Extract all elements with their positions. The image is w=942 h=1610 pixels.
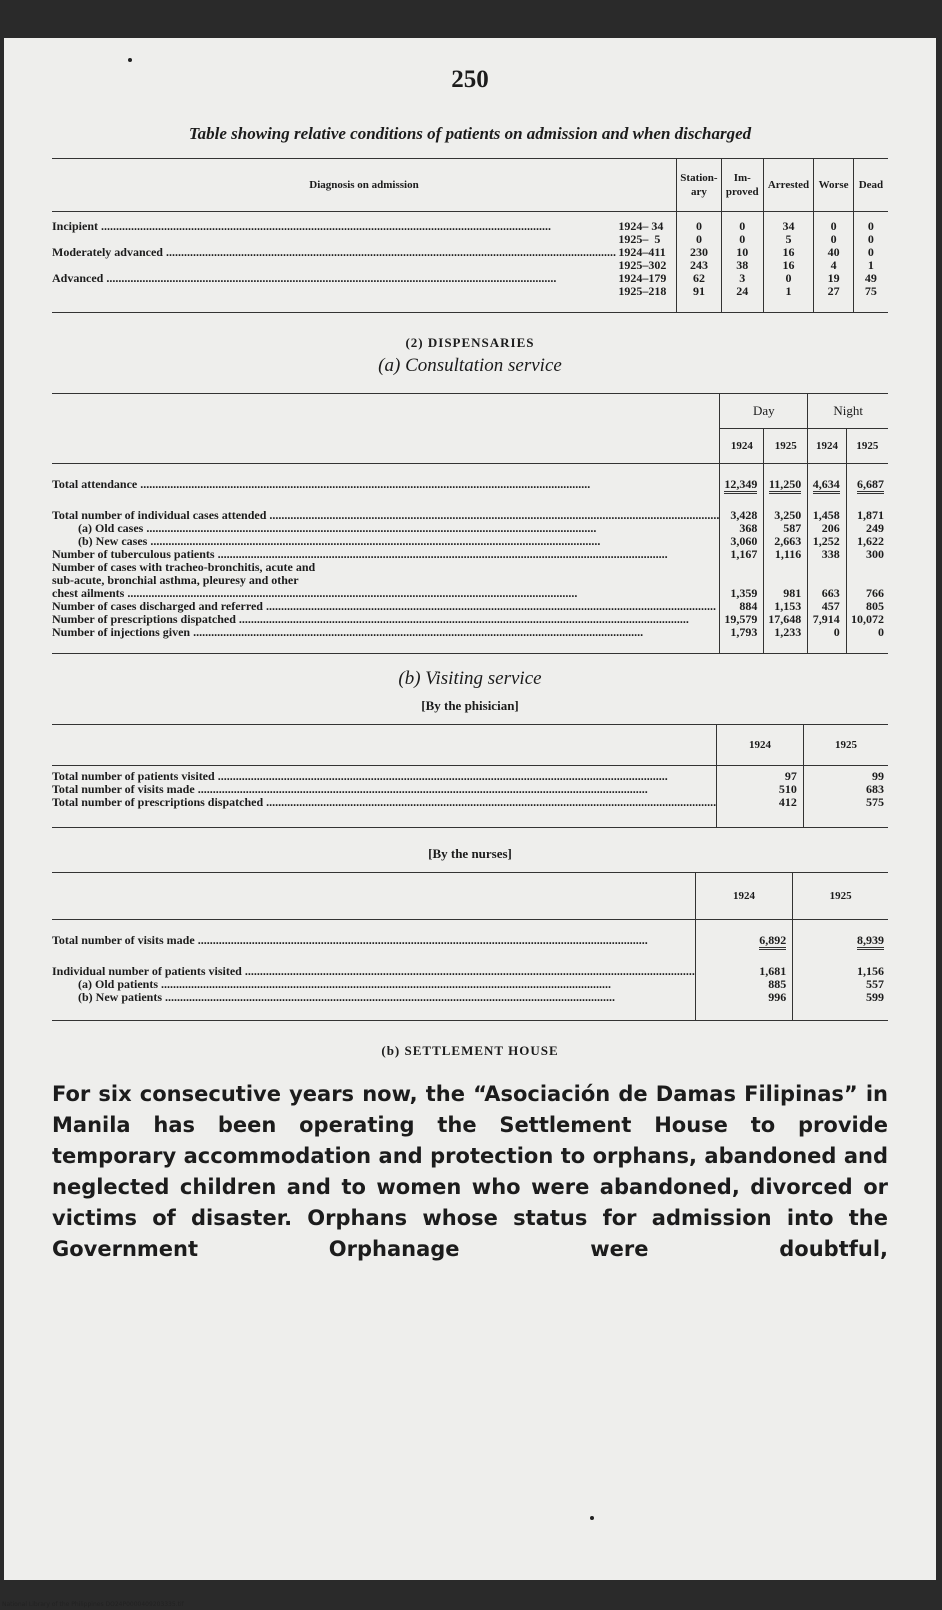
row-value bbox=[808, 561, 846, 574]
row-value: 3,428 bbox=[720, 505, 764, 522]
speck bbox=[590, 1516, 594, 1520]
row-label: (b) New patients ..... bbox=[78, 991, 695, 1004]
row-label: (a) Old cases ..... bbox=[78, 522, 719, 535]
physician-row bbox=[52, 766, 888, 784]
header-dead: Dead bbox=[853, 159, 888, 212]
row-value bbox=[846, 561, 888, 574]
nurses-row bbox=[52, 961, 888, 978]
condition-value: 27 bbox=[814, 285, 854, 313]
header-night-1925: 1925 bbox=[846, 429, 888, 464]
condition-value: 0 bbox=[853, 212, 888, 234]
header-day: Day bbox=[720, 394, 808, 429]
header-nurse-1924: 1924 bbox=[695, 873, 792, 920]
row-value: 249 bbox=[846, 522, 888, 535]
consultation-row bbox=[52, 613, 888, 626]
row-value: 587 bbox=[764, 522, 808, 535]
header-worse: Worse bbox=[814, 159, 854, 212]
condition-value: 4 bbox=[814, 259, 854, 272]
row-value bbox=[764, 561, 808, 574]
dispensaries-heading: (2) DISPENSARIES bbox=[405, 335, 535, 350]
condition-value: 38 bbox=[721, 259, 763, 272]
row-value: 1,252 bbox=[808, 535, 846, 548]
physician-row bbox=[52, 796, 888, 828]
header-day-1925: 1925 bbox=[764, 429, 808, 464]
row-label: Total number of visits made ..... bbox=[52, 783, 716, 796]
row-value: 996 bbox=[695, 991, 792, 1021]
row-value: 457 bbox=[808, 600, 846, 613]
row-value bbox=[720, 561, 764, 574]
condition-value: 0 bbox=[763, 272, 814, 285]
row-value: 1,167 bbox=[720, 548, 764, 561]
condition-row bbox=[52, 285, 888, 313]
nurses-row bbox=[52, 991, 888, 1021]
condition-value: 24 bbox=[721, 285, 763, 313]
consultation-row bbox=[52, 587, 888, 600]
nurses-row bbox=[52, 978, 888, 991]
condition-value: 243 bbox=[677, 259, 722, 272]
row-value: 19,579 bbox=[720, 613, 764, 626]
row-value: 412 bbox=[717, 796, 804, 828]
condition-value: 16 bbox=[763, 259, 814, 272]
condition-value: 16 bbox=[763, 246, 814, 259]
row-label: Total number of prescriptions dispatched ..... bbox=[52, 796, 716, 809]
year-count: 1925– 5 bbox=[615, 232, 661, 246]
row-value: 10,072 bbox=[846, 613, 888, 626]
condition-value: 0 bbox=[677, 233, 722, 246]
row-label: Individual number of patients visited ..... bbox=[52, 965, 695, 978]
page-content bbox=[52, 62, 888, 1296]
header-improved: Im-proved bbox=[721, 159, 763, 212]
row-value: 1,458 bbox=[808, 505, 846, 522]
row-value: 0 bbox=[808, 626, 846, 654]
year-count: 1924–411 bbox=[615, 245, 666, 259]
conditions-table bbox=[52, 158, 888, 313]
year-count: 1925–302 bbox=[615, 258, 667, 272]
consultation-table bbox=[52, 393, 888, 654]
row-label: Number of prescriptions dispatched ..... bbox=[52, 613, 719, 626]
diagnosis-label: Advanced ..... bbox=[52, 272, 616, 285]
row-label: Total number of individual cases attended ..... bbox=[52, 509, 719, 522]
condition-value: 62 bbox=[677, 272, 722, 285]
condition-value: 5 bbox=[763, 233, 814, 246]
nurses-table bbox=[52, 872, 888, 1021]
consultation-row bbox=[52, 574, 888, 587]
condition-value: 10 bbox=[721, 246, 763, 259]
row-value: 766 bbox=[846, 587, 888, 600]
condition-row bbox=[52, 233, 888, 246]
row-value: 1,871 bbox=[846, 505, 888, 522]
row-value: 1,793 bbox=[720, 626, 764, 654]
condition-row bbox=[52, 246, 888, 259]
total-visits-row: Total number of visits made ..... 6,892 8,939 bbox=[52, 920, 888, 962]
condition-value: 3 bbox=[721, 272, 763, 285]
row-value: 884 bbox=[720, 600, 764, 613]
settlement-paragraph: For six consecutive years now, the “Asociación de Damas Filipinas” in Manila has been operating the Settlement House to provide temporary accommodation and protection to orphans, abandoned and neglected children and to women who were abandoned, divorced or victims of disaster. Orphans whose status for admission into the Government Orphanage were doubtful, bbox=[52, 1082, 888, 1261]
row-value: 17,648 bbox=[764, 613, 808, 626]
condition-row bbox=[52, 212, 888, 234]
row-value: 3,060 bbox=[720, 535, 764, 548]
visiting-heading: (b) Visiting service bbox=[398, 668, 542, 689]
row-label: Total number of patients visited ..... bbox=[52, 770, 716, 783]
footer-credit: National Library of the Philippines DO24P0000409203335.tif bbox=[2, 1601, 184, 1608]
row-label: Number of cases with tracheo-bronchitis, acute and bbox=[52, 560, 316, 574]
row-value: 805 bbox=[846, 600, 888, 613]
year-count: 1924– 34 bbox=[615, 219, 664, 233]
condition-row bbox=[52, 272, 888, 285]
condition-value: 0 bbox=[814, 233, 854, 246]
row-value: 1,622 bbox=[846, 535, 888, 548]
row-value: 575 bbox=[803, 796, 888, 828]
row-value: 368 bbox=[720, 522, 764, 535]
header-phys-1924: 1924 bbox=[717, 725, 804, 766]
row-label: Number of injections given ..... bbox=[52, 626, 719, 639]
row-value: 510 bbox=[717, 783, 804, 796]
condition-value: 0 bbox=[721, 233, 763, 246]
header-night: Night bbox=[808, 394, 888, 429]
row-value: 557 bbox=[793, 978, 888, 991]
row-value: 1,233 bbox=[764, 626, 808, 654]
row-value: 683 bbox=[803, 783, 888, 796]
condition-value: 0 bbox=[853, 246, 888, 259]
row-value: 663 bbox=[808, 587, 846, 600]
condition-value: 75 bbox=[853, 285, 888, 313]
condition-value: 34 bbox=[763, 212, 814, 234]
row-value: 1,153 bbox=[764, 600, 808, 613]
settlement-heading: (b) SETTLEMENT HOUSE bbox=[381, 1043, 559, 1058]
row-value: 981 bbox=[764, 587, 808, 600]
condition-value: 19 bbox=[814, 272, 854, 285]
row-value: 2,663 bbox=[764, 535, 808, 548]
consultation-row bbox=[52, 505, 888, 522]
row-value: 300 bbox=[846, 548, 888, 561]
row-label: sub-acute, bronchial asthma, pleuresy and other bbox=[52, 573, 299, 587]
row-label: (a) Old patients ..... bbox=[78, 978, 695, 991]
header-stationary: Station-ary bbox=[677, 159, 722, 212]
row-value: 1,156 bbox=[793, 961, 888, 978]
physician-row bbox=[52, 783, 888, 796]
row-value: 338 bbox=[808, 548, 846, 561]
row-value: 885 bbox=[695, 978, 792, 991]
nurses-heading: [By the nurses] bbox=[428, 846, 512, 861]
consultation-row bbox=[52, 522, 888, 535]
row-value: 3,250 bbox=[764, 505, 808, 522]
row-label: chest ailments ..... bbox=[52, 587, 719, 600]
row-value: 206 bbox=[808, 522, 846, 535]
diagnosis-label: Incipient ..... bbox=[52, 220, 616, 233]
physician-heading: [By the phisician] bbox=[421, 698, 519, 713]
condition-value: 49 bbox=[853, 272, 888, 285]
speck bbox=[128, 58, 132, 62]
condition-row bbox=[52, 259, 888, 272]
consultation-row bbox=[52, 535, 888, 548]
consultation-row bbox=[52, 626, 888, 654]
year-count: 1925–218 bbox=[615, 284, 667, 298]
condition-value: 1 bbox=[763, 285, 814, 313]
diagnosis-label: Moderately advanced ..... bbox=[52, 246, 616, 259]
row-label: (b) New cases ..... bbox=[78, 535, 719, 548]
header-diagnosis: Diagnosis on admission bbox=[52, 159, 677, 212]
table-title: Table showing relative conditions of patients on admission and when discharged bbox=[188, 124, 752, 143]
condition-value: 0 bbox=[814, 212, 854, 234]
condition-value: 230 bbox=[677, 246, 722, 259]
condition-value: 0 bbox=[853, 233, 888, 246]
row-label: Number of cases discharged and referred ..... bbox=[52, 600, 719, 613]
condition-value: 0 bbox=[677, 212, 722, 234]
condition-value: 40 bbox=[814, 246, 854, 259]
row-value: 0 bbox=[846, 626, 888, 654]
condition-value: 0 bbox=[721, 212, 763, 234]
header-night-1924: 1924 bbox=[808, 429, 846, 464]
consultation-heading: (a) Consultation service bbox=[378, 355, 562, 376]
header-phys-1925: 1925 bbox=[803, 725, 888, 766]
row-value: 1,359 bbox=[720, 587, 764, 600]
consultation-row bbox=[52, 600, 888, 613]
condition-value: 91 bbox=[677, 285, 722, 313]
condition-value: 1 bbox=[853, 259, 888, 272]
total-attendance-row: Total attendance ..... 12,349 11,250 4,634 6,687 bbox=[52, 464, 888, 506]
header-nurse-1925: 1925 bbox=[793, 873, 888, 920]
row-value: 1,681 bbox=[695, 961, 792, 978]
row-value: 7,914 bbox=[808, 613, 846, 626]
row-value: 1,116 bbox=[764, 548, 808, 561]
row-value: 599 bbox=[793, 991, 888, 1021]
document-page bbox=[4, 38, 936, 1580]
row-label: Number of tuberculous patients ..... bbox=[52, 548, 719, 561]
row-value: 97 bbox=[717, 766, 804, 784]
header-day-1924: 1924 bbox=[720, 429, 764, 464]
page-number: 250 bbox=[451, 66, 489, 93]
physician-table bbox=[52, 724, 888, 828]
header-arrested: Arrested bbox=[763, 159, 814, 212]
row-value: 99 bbox=[803, 766, 888, 784]
year-count: 1924–179 bbox=[615, 271, 667, 285]
